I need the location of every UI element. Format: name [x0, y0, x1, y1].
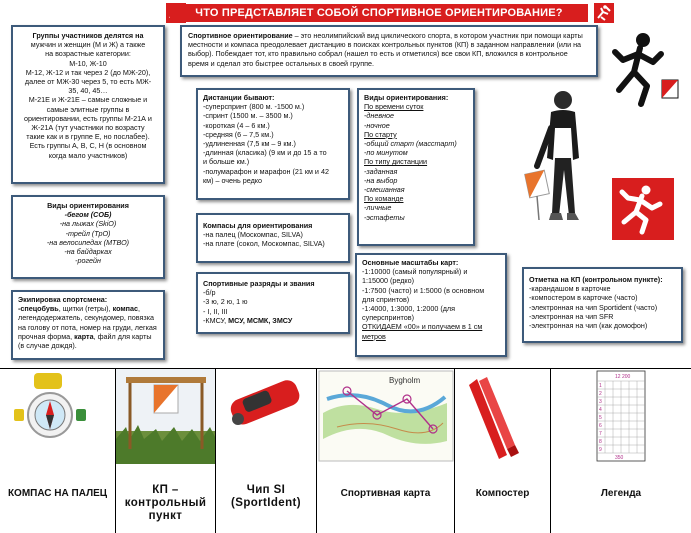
ranks-last-bold: МСУ, МСМК, ЗМСУ	[228, 315, 293, 325]
equipment-title: Экипировка спортсмена:	[18, 295, 108, 304]
compasses-item: -на плате (сокол, Москомпас, SILVA)	[203, 239, 325, 249]
equipment-text-part: компас	[112, 304, 139, 314]
equipment-text-part: , файл для карты (в случае дождя).	[18, 331, 152, 351]
gallery-caption: КОМПАС НА ПАЛЕЦ	[7, 488, 108, 499]
page-title: ЧТО ПРЕДСТАВЛЯЕТ СОБОЙ СПОРТИВНОЕ ОРИЕНТИРОВАНИЕ?	[170, 4, 588, 22]
scales-item: -1:7500 (часто) и 1:5000 (в основном	[362, 285, 485, 295]
svg-text:7: 7	[599, 431, 602, 437]
svg-text:9: 9	[599, 447, 602, 453]
types-item: -заданная	[364, 166, 398, 176]
types-item: -смешанная	[364, 185, 405, 195]
definition-box	[180, 25, 598, 77]
distance-item: -суперспринт (800 м. -1500 м.)	[203, 102, 305, 112]
distance-item: км) – очень редко	[203, 175, 263, 185]
marking-item: -электронная на чип Sportident (часто)	[529, 302, 658, 312]
compasses-title: Компасы для ориентирования	[203, 221, 313, 230]
kinds-item: -на велосипедах (МТВО)	[46, 237, 130, 247]
equipment-gallery	[0, 368, 691, 533]
distance-item: -спринт (1500 м. – 3500 м.)	[203, 111, 293, 121]
distances-box	[196, 88, 350, 200]
groups-line: мужчин и женщин (М и Ж) а также	[30, 40, 146, 50]
gallery-caption: Спортивная карта	[340, 488, 431, 499]
svg-text:12 200: 12 200	[615, 374, 631, 380]
scales-item: суперспринтов)	[362, 313, 414, 323]
gallery-cell	[0, 369, 116, 533]
groups-line: на возрастные категории:	[45, 49, 131, 59]
marking-item: -электронная на чип (как домофон)	[529, 321, 648, 331]
scales-item: -1:4000, 1:3000, 1:2000 (для	[362, 304, 456, 314]
kinds-item: -бегом (СОБ)	[64, 210, 112, 220]
kinds-title: Виды ориентирования	[47, 201, 129, 210]
types-item: -на выбор	[364, 175, 398, 185]
kinds-item: -трейл (ТрО)	[65, 228, 111, 238]
groups-line: М-10, Ж-10	[69, 58, 107, 68]
runner-icon	[607, 30, 681, 108]
types-item: -эстафеты	[364, 212, 405, 222]
ranks-item: -3 ю, 2 ю, 1 ю	[203, 297, 248, 307]
types-heading: По команде	[364, 194, 404, 204]
groups-line: Есть группы А, В, С, Н (в основном	[29, 141, 147, 151]
gallery-caption: Компостер	[475, 488, 530, 499]
types-heading: По старту	[364, 129, 397, 139]
marking-item: -карандашом в карточке	[529, 284, 611, 294]
distances-title: Дистанции бывают:	[203, 93, 275, 102]
svg-text:1: 1	[599, 383, 602, 389]
scales-item: для спринтов)	[362, 294, 410, 304]
distance-item: и больше км.)	[203, 157, 250, 167]
svg-text:4: 4	[599, 407, 602, 413]
marking-box	[522, 267, 683, 343]
types-item: -общий старт (масстарт)	[364, 139, 457, 149]
ranks-item: -б/р	[203, 288, 216, 298]
svg-text:8: 8	[599, 439, 602, 445]
kinds-item: -на байдарках	[64, 247, 112, 257]
distance-item: -средняя (6 – 7,5 км.)	[203, 129, 274, 139]
gallery-cell	[455, 369, 551, 533]
gallery-cell	[116, 369, 216, 533]
marking-item: -электронная на чип SFR	[529, 311, 614, 321]
types-item: -дневное	[364, 111, 395, 121]
scales-item: -1:10000 (самый популярный) и	[362, 267, 468, 277]
orienteering-logo-icon-right	[594, 3, 614, 23]
thumb-compass-image	[0, 369, 115, 464]
gallery-cell	[317, 369, 455, 533]
groups-line: самые элитные группы в	[46, 104, 130, 114]
thumb-si-chip-image	[216, 369, 316, 464]
groups-line: такие как и в группе Е, но послабее).	[26, 132, 150, 142]
distance-item: -длинная (класика) (9 км и до 15 а то	[203, 148, 327, 158]
thumb-control-point-image	[116, 369, 215, 464]
kinds-item: -на лыжах (SkiO)	[59, 219, 117, 229]
gallery-cell	[216, 369, 317, 533]
groups-line: ориентировании, есть группы М-21А и	[24, 113, 152, 123]
athlete-photo	[515, 88, 607, 258]
map-title: Bygholm	[389, 376, 421, 385]
definition-term: Спортивное ориентирование	[188, 31, 293, 40]
groups-line: 35, 40, 45…	[68, 86, 108, 96]
kinds-box	[11, 195, 165, 279]
gallery-caption: Легенда	[600, 488, 642, 499]
ranks-last-prefix: -КМСУ,	[203, 315, 229, 325]
groups-line: Группы участников делятся на	[32, 31, 144, 40]
scales-note: метров	[362, 331, 386, 341]
groups-box	[11, 25, 165, 184]
types-heading: По времени суток	[364, 102, 424, 112]
equipment-text-part: , щитки (гетры),	[58, 304, 113, 314]
legend-number: 350	[615, 455, 624, 461]
ranks-item: - I, II, III	[203, 306, 228, 316]
gallery-cell	[551, 369, 691, 533]
compasses-box	[196, 213, 350, 263]
ranks-title: Спортивные разряды и звания	[203, 279, 315, 288]
groups-line: М-21Е и Ж-21Е – самые сложные и	[28, 95, 148, 105]
thumb-map-image	[317, 369, 454, 464]
kinds-item: -рогейн	[75, 256, 101, 266]
scales-item: 1:15000 (редко)	[362, 276, 415, 286]
groups-line: Ж-21А (тут участники по возрасту	[31, 123, 145, 133]
definition-text: – это неолимпийский вид циклического спорта, в котором участник при помощи карты местности и компаса преодолевает дистанцию в поисках контрольных пунктов (КП) в заданном направлении (или на выбор). Побеждает тот, кто правильно собрал (нашел то есть и отметился) все свои КП, вложился в контрольное время и сделал это быстрее остальных в своей группе.	[188, 31, 583, 68]
groups-line: далее от МЖ-30 через 5, то есть МЖ-	[24, 77, 152, 87]
groups-line: когда мало участников)	[48, 150, 128, 160]
thumb-puncher-image	[455, 369, 550, 464]
gallery-caption: КП – контрольный пункт	[124, 484, 207, 522]
orienteering-logo-icon	[612, 178, 674, 240]
groups-line: М-12, Ж-12 и так через 2 (до МЖ-20),	[25, 67, 151, 77]
equipment-text-part: карта	[74, 331, 94, 341]
marking-title: Отметка на КП (контрольном пункте):	[529, 275, 663, 284]
marking-item: -компостером в карточке (часто)	[529, 293, 638, 303]
svg-text:5: 5	[599, 415, 602, 421]
scales-note: ОТКИДАЕМ «00» и получаем в 1 см	[362, 322, 483, 332]
equipment-text-part: -спецобувь	[18, 304, 59, 314]
svg-text:2: 2	[599, 391, 602, 397]
gallery-caption: Чип SI (SportIdent)	[231, 484, 301, 509]
svg-text:6: 6	[599, 423, 602, 429]
equipment-text	[18, 304, 158, 350]
ranks-box	[196, 272, 350, 334]
types-item: -личные	[364, 203, 392, 213]
thumb-legend-image	[551, 369, 691, 464]
types-item: -по минутом	[364, 148, 408, 158]
orienteering-types-box	[357, 88, 475, 246]
equipment-box	[11, 290, 165, 360]
distance-item: -удлиненная (7,5 км – 9 км.)	[203, 139, 296, 149]
distance-item: -короткая (4 – 6 км.)	[203, 120, 270, 130]
svg-text:3: 3	[599, 399, 602, 405]
types-title: Виды ориентирования:	[364, 93, 449, 102]
ranks-item	[203, 316, 343, 325]
scales-box	[355, 253, 507, 357]
scales-title: Основные масштабы карт:	[362, 258, 459, 267]
types-item: -ночное	[364, 120, 390, 130]
distance-item: -полумарафон и марафон (21 км и 42	[203, 166, 329, 176]
compasses-item: -на палец (Москомпас, SILVA)	[203, 230, 303, 240]
types-heading: По типу дистанции	[364, 157, 428, 167]
equipment-text-part: , легендодержатель, секундомер, повязка на голову от пота, номер на груди, легкая прочная форма,	[18, 304, 157, 341]
